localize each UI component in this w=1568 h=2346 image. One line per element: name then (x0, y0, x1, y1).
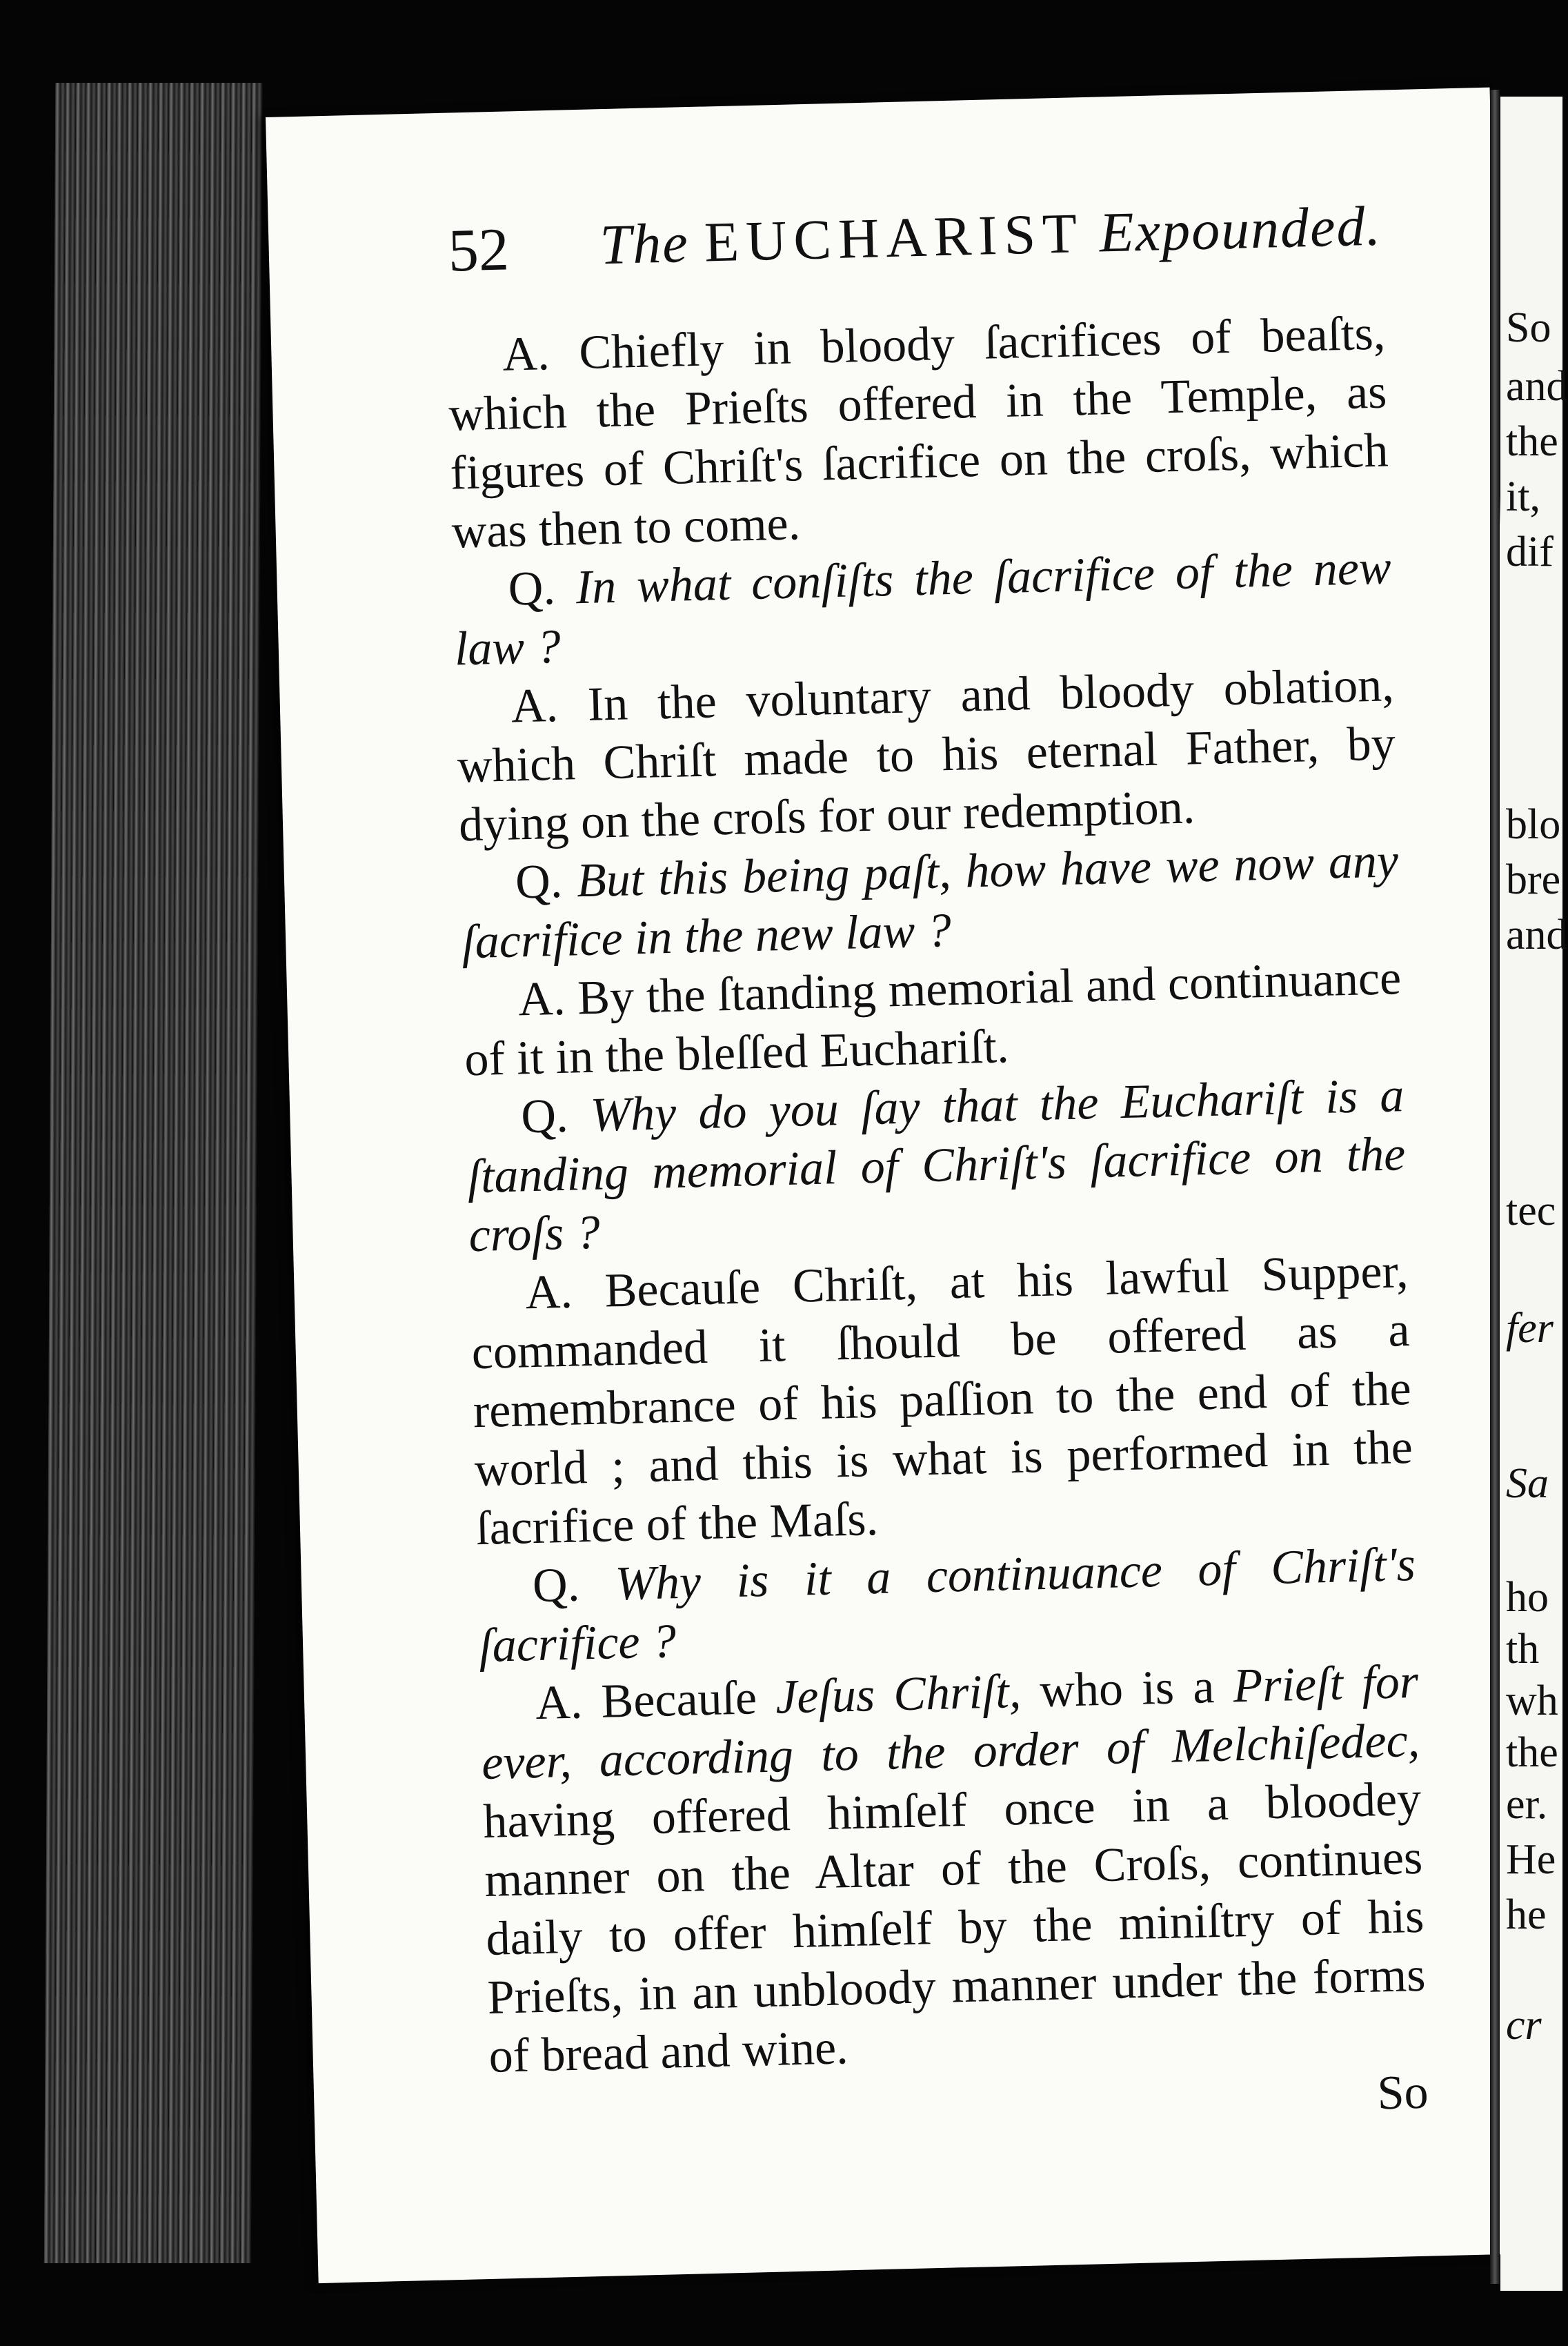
answer-paragraph: A. Becauſe Chriſt, at his lawful Supper, commanded it ſhould be offered as a remembrance of his paſſion to the end of the world ; and this is what is performed in the ſacrifice of the Maſs. (470, 1245, 1413, 1556)
page-number: 52 (447, 216, 510, 285)
question-paragraph: Q. Why is it a continuance of Chriſt's ſacrifice ? (478, 1537, 1416, 1673)
facing-line: ho (1506, 1574, 1549, 1621)
question-paragraph: Q. But this being paſt, how have we now any ſacrifice in the new law ? (461, 834, 1399, 969)
facing-line: th (1506, 1626, 1540, 1673)
page-body (446, 304, 1430, 2192)
facing-line: He (1506, 1836, 1556, 1883)
facing-line: it, (1506, 473, 1540, 520)
running-title: The EUCHARIST Expounded. (599, 194, 1382, 277)
facing-line: blo (1506, 801, 1561, 848)
facing-line: So (1506, 304, 1551, 351)
running-header (447, 180, 1382, 292)
book-page-edges (44, 83, 263, 2263)
facing-line: fer (1506, 1305, 1554, 1352)
book-page (266, 88, 1542, 2283)
facing-line: wh (1506, 1677, 1558, 1724)
answer-paragraph: A. By the ſtanding memorial and continuance of it in the bleſſed Euchariſt. (464, 952, 1402, 1087)
facing-line: er. (1506, 1781, 1548, 1828)
facing-page-fragment (1500, 97, 1568, 2291)
catchword: So (1376, 2065, 1429, 2120)
answer-paragraph: A. In the voluntary and bloody oblation, which Chriſt made to his eternal Father, by dying on the croſs for our redemption. (457, 658, 1396, 852)
answer-paragraph: A. Chiefly in bloody ſacrifices of beaſts, which the Prieſts offered in the Temple, as figures of Chriſt's ſacrifice on the croſs, which was then to come. (448, 306, 1389, 559)
facing-line: the (1506, 1729, 1558, 1776)
question-paragraph: Q. In what conſiſts the ſacrifice of the new law ? (453, 541, 1392, 676)
facing-line: bre (1506, 856, 1561, 903)
facing-line: and (1506, 911, 1568, 958)
facing-line: tec (1506, 1187, 1556, 1234)
facing-line: dif (1506, 529, 1554, 575)
answer-paragraph: A. Becauſe Jeſus Chriſt, who is a Prieſt for ever, according to the order of Melchiſedec, having offered himſelf once in a bloodey manner on the Altar of the Croſs, continues daily to offer himſelf by the miniſtry of his Prieſts, in an unbloody manner under the forms of bread and wine. (481, 1655, 1427, 2083)
facing-line: and (1506, 363, 1568, 410)
facing-line: he (1506, 1891, 1547, 1938)
facing-line: cr (1506, 2002, 1542, 2049)
gutter-shadow (1490, 90, 1500, 2284)
facing-line: Sa (1506, 1460, 1549, 1507)
question-paragraph: Q. Why do you ſay that the Euchariſt is a ſtanding memorial of Chriſt's ſacrifice on the croſs ? (466, 1069, 1407, 1263)
facing-line: the (1506, 418, 1558, 465)
